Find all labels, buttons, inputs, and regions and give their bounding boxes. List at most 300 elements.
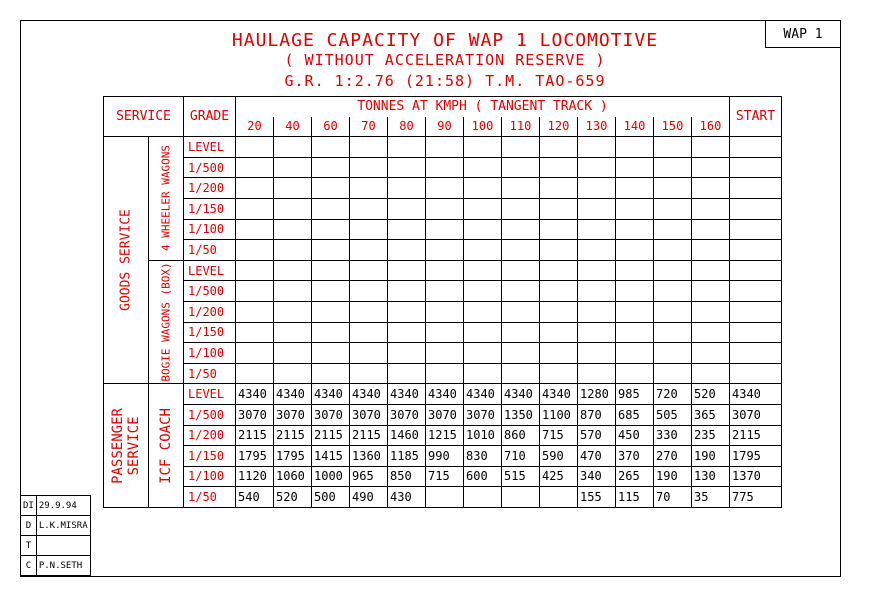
empty-cell (578, 322, 616, 343)
empty-cell (654, 198, 692, 219)
empty-cell (312, 178, 350, 199)
empty-cell (578, 240, 616, 261)
empty-cell (426, 178, 464, 199)
grade-cell: 1/100 (184, 466, 236, 487)
empty-cell (730, 178, 782, 199)
grade-cell: 1/50 (184, 240, 236, 261)
value-cell: 870 (578, 404, 616, 425)
empty-cell (616, 343, 654, 364)
grade-cell: 1/500 (184, 281, 236, 302)
empty-cell (464, 157, 502, 178)
empty-cell (464, 301, 502, 322)
empty-cell (388, 240, 426, 261)
signature-value: 29.9.94 (36, 496, 90, 516)
grade-cell: 1/200 (184, 425, 236, 446)
empty-cell (578, 301, 616, 322)
value-cell: 505 (654, 404, 692, 425)
empty-cell (502, 240, 540, 261)
empty-cell (236, 219, 274, 240)
value-cell: 1415 (312, 446, 350, 467)
empty-cell (464, 219, 502, 240)
empty-cell (274, 178, 312, 199)
start-cell: 2115 (730, 425, 782, 446)
empty-cell (654, 322, 692, 343)
value-cell: 3070 (236, 404, 274, 425)
signature-row (21, 496, 91, 516)
table-row (104, 281, 782, 302)
table-row (104, 198, 782, 219)
empty-cell (274, 260, 312, 281)
value-cell: 3070 (464, 404, 502, 425)
empty-cell (388, 178, 426, 199)
value-cell: 190 (692, 446, 730, 467)
service-header: SERVICE (104, 97, 184, 137)
speed-header: 110 (502, 117, 540, 137)
empty-cell (616, 178, 654, 199)
grade-cell: LEVEL (184, 137, 236, 158)
value-cell: 570 (578, 425, 616, 446)
empty-cell (388, 260, 426, 281)
empty-cell (692, 178, 730, 199)
empty-cell (236, 198, 274, 219)
empty-cell (350, 137, 388, 158)
empty-cell (464, 260, 502, 281)
empty-cell (540, 322, 578, 343)
table-row (104, 363, 782, 384)
value-cell (502, 487, 540, 508)
empty-cell (502, 219, 540, 240)
value-cell: 4340 (426, 384, 464, 405)
empty-cell (312, 240, 350, 261)
empty-cell (540, 198, 578, 219)
speed-header: 20 (236, 117, 274, 137)
value-cell: 1000 (312, 466, 350, 487)
grade-cell: 1/100 (184, 343, 236, 364)
drawing-tag: WAP 1 (765, 20, 841, 48)
empty-cell (388, 322, 426, 343)
grade-header: GRADE (184, 97, 236, 137)
value-cell (464, 487, 502, 508)
speed-header: 140 (616, 117, 654, 137)
empty-cell (578, 219, 616, 240)
empty-cell (730, 281, 782, 302)
empty-cell (616, 281, 654, 302)
signature-key: C (21, 556, 37, 576)
value-cell: 1460 (388, 425, 426, 446)
value-cell: 4340 (464, 384, 502, 405)
empty-cell (274, 157, 312, 178)
table-row (104, 487, 782, 508)
passenger-service-group-label (110, 408, 142, 484)
grade-cell: 1/200 (184, 178, 236, 199)
empty-cell (730, 343, 782, 364)
empty-cell (236, 137, 274, 158)
grade-cell: 1/50 (184, 363, 236, 384)
empty-cell (502, 281, 540, 302)
empty-cell (578, 178, 616, 199)
empty-cell (426, 198, 464, 219)
empty-cell (426, 157, 464, 178)
value-cell: 720 (654, 384, 692, 405)
bogie-subgroup-label: BOGIE WAGONS (BOX) (159, 262, 173, 382)
empty-cell (654, 137, 692, 158)
empty-cell (540, 363, 578, 384)
empty-cell (540, 301, 578, 322)
value-cell: 155 (578, 487, 616, 508)
table-row (104, 219, 782, 240)
table-row (104, 466, 782, 487)
empty-cell (312, 219, 350, 240)
empty-cell (350, 343, 388, 364)
empty-cell (464, 322, 502, 343)
value-cell: 4340 (312, 384, 350, 405)
grade-cell: LEVEL (184, 384, 236, 405)
empty-cell (578, 198, 616, 219)
speed-header: 80 (388, 117, 426, 137)
grade-cell: 1/50 (184, 487, 236, 508)
icf-coach-subgroup-label: ICF COACH (158, 407, 174, 484)
empty-cell (502, 343, 540, 364)
empty-cell (578, 281, 616, 302)
empty-cell (312, 343, 350, 364)
signature-row (21, 536, 91, 556)
empty-cell (578, 260, 616, 281)
empty-cell (312, 281, 350, 302)
value-cell: 450 (616, 425, 654, 446)
value-cell: 985 (616, 384, 654, 405)
value-cell: 4340 (236, 384, 274, 405)
four-wheeler-subgroup (149, 137, 184, 261)
empty-cell (464, 178, 502, 199)
signature-key: T (21, 536, 37, 556)
empty-cell (426, 281, 464, 302)
empty-cell (654, 157, 692, 178)
empty-cell (692, 343, 730, 364)
empty-cell (502, 363, 540, 384)
empty-cell (236, 281, 274, 302)
empty-cell (730, 260, 782, 281)
value-cell: 130 (692, 466, 730, 487)
start-cell: 3070 (730, 404, 782, 425)
empty-cell (464, 281, 502, 302)
table-row (104, 260, 782, 281)
empty-cell (426, 301, 464, 322)
value-cell: 520 (274, 487, 312, 508)
empty-cell (616, 157, 654, 178)
empty-cell (654, 343, 692, 364)
empty-cell (654, 178, 692, 199)
empty-cell (616, 137, 654, 158)
value-cell: 190 (654, 466, 692, 487)
value-cell: 1100 (540, 404, 578, 425)
table-row (104, 425, 782, 446)
value-cell: 2115 (312, 425, 350, 446)
value-cell: 4340 (350, 384, 388, 405)
table-row (104, 157, 782, 178)
signature-row (21, 556, 91, 576)
value-cell: 4340 (274, 384, 312, 405)
signature-row (21, 516, 91, 536)
value-cell: 365 (692, 404, 730, 425)
empty-cell (692, 219, 730, 240)
empty-cell (350, 281, 388, 302)
empty-cell (616, 198, 654, 219)
speed-header: 100 (464, 117, 502, 137)
value-cell: 1215 (426, 425, 464, 446)
value-cell: 340 (578, 466, 616, 487)
empty-cell (730, 363, 782, 384)
value-cell: 990 (426, 446, 464, 467)
empty-cell (616, 219, 654, 240)
empty-cell (426, 343, 464, 364)
start-cell: 1370 (730, 466, 782, 487)
goods-service-group (104, 137, 149, 384)
value-cell: 330 (654, 425, 692, 446)
value-cell: 520 (692, 384, 730, 405)
speed-header: 160 (692, 117, 730, 137)
empty-cell (350, 322, 388, 343)
empty-cell (578, 157, 616, 178)
empty-cell (730, 301, 782, 322)
empty-cell (274, 363, 312, 384)
start-header: START (730, 97, 782, 137)
table-row (104, 384, 782, 405)
empty-cell (274, 343, 312, 364)
empty-cell (540, 281, 578, 302)
grade-cell: 1/150 (184, 446, 236, 467)
empty-cell (654, 281, 692, 302)
value-cell: 850 (388, 466, 426, 487)
bogie-subgroup (149, 260, 184, 384)
value-cell: 1010 (464, 425, 502, 446)
title-line-2: ( WITHOUT ACCELERATION RESERVE ) (284, 51, 606, 69)
value-cell: 265 (616, 466, 654, 487)
empty-cell (578, 343, 616, 364)
empty-cell (578, 363, 616, 384)
empty-cell (236, 178, 274, 199)
value-cell: 1120 (236, 466, 274, 487)
signature-key: DI (21, 496, 37, 516)
empty-cell (730, 240, 782, 261)
empty-cell (540, 178, 578, 199)
value-cell: 2115 (350, 425, 388, 446)
speed-header: 60 (312, 117, 350, 137)
empty-cell (274, 240, 312, 261)
value-cell: 715 (426, 466, 464, 487)
empty-cell (730, 137, 782, 158)
empty-cell (312, 322, 350, 343)
empty-cell (388, 281, 426, 302)
empty-cell (350, 178, 388, 199)
empty-cell (692, 240, 730, 261)
empty-cell (236, 260, 274, 281)
empty-cell (426, 240, 464, 261)
value-cell: 1360 (350, 446, 388, 467)
grade-cell: 1/150 (184, 198, 236, 219)
empty-cell (692, 260, 730, 281)
empty-cell (236, 240, 274, 261)
empty-cell (464, 343, 502, 364)
empty-cell (692, 281, 730, 302)
empty-cell (692, 137, 730, 158)
empty-cell (312, 301, 350, 322)
table-row (104, 343, 782, 364)
empty-cell (654, 363, 692, 384)
empty-cell (388, 363, 426, 384)
goods-service-group-label: GOODS SERVICE (118, 209, 134, 312)
empty-cell (426, 260, 464, 281)
empty-cell (730, 198, 782, 219)
empty-cell (730, 157, 782, 178)
empty-cell (388, 198, 426, 219)
value-cell: 3070 (426, 404, 464, 425)
start-cell: 775 (730, 487, 782, 508)
empty-cell (616, 260, 654, 281)
value-cell: 965 (350, 466, 388, 487)
empty-cell (730, 322, 782, 343)
empty-cell (464, 198, 502, 219)
empty-cell (426, 363, 464, 384)
empty-cell (236, 322, 274, 343)
table-row (104, 178, 782, 199)
empty-cell (312, 157, 350, 178)
signature-key: D (21, 516, 37, 536)
value-cell: 4340 (388, 384, 426, 405)
empty-cell (502, 157, 540, 178)
value-cell: 1280 (578, 384, 616, 405)
empty-cell (692, 301, 730, 322)
passenger-service-group (104, 384, 149, 508)
empty-cell (692, 157, 730, 178)
empty-cell (236, 363, 274, 384)
signature-value: P.N.SETH (36, 556, 90, 576)
empty-cell (540, 157, 578, 178)
value-cell: 590 (540, 446, 578, 467)
value-cell: 470 (578, 446, 616, 467)
empty-cell (502, 137, 540, 158)
empty-cell (540, 219, 578, 240)
value-cell: 1060 (274, 466, 312, 487)
haulage-table (103, 96, 782, 508)
value-cell: 235 (692, 425, 730, 446)
value-cell: 2115 (274, 425, 312, 446)
empty-cell (350, 198, 388, 219)
four-wheeler-subgroup-label: 4 WHEELER WAGONS (159, 145, 173, 252)
table-row (104, 404, 782, 425)
empty-cell (350, 301, 388, 322)
speed-header: 120 (540, 117, 578, 137)
empty-cell (274, 281, 312, 302)
empty-cell (426, 322, 464, 343)
empty-cell (236, 301, 274, 322)
empty-cell (654, 219, 692, 240)
value-cell: 710 (502, 446, 540, 467)
empty-cell (692, 322, 730, 343)
empty-cell (730, 219, 782, 240)
table-row (104, 446, 782, 467)
value-cell: 500 (312, 487, 350, 508)
grade-cell: 1/500 (184, 157, 236, 178)
empty-cell (274, 301, 312, 322)
empty-cell (388, 219, 426, 240)
icf-coach-subgroup (149, 384, 184, 508)
signature-value (36, 536, 90, 556)
empty-cell (312, 363, 350, 384)
table-row (104, 322, 782, 343)
value-cell: 3070 (388, 404, 426, 425)
empty-cell (654, 260, 692, 281)
empty-cell (388, 301, 426, 322)
title-line-3: G.R. 1:2.76 (21:58) T.M. TAO-659 (284, 72, 606, 90)
empty-cell (464, 240, 502, 261)
empty-cell (236, 157, 274, 178)
value-cell: 1795 (236, 446, 274, 467)
start-cell: 1795 (730, 446, 782, 467)
empty-cell (540, 260, 578, 281)
empty-cell (274, 219, 312, 240)
value-cell: 515 (502, 466, 540, 487)
empty-cell (540, 343, 578, 364)
value-cell: 860 (502, 425, 540, 446)
signature-block (20, 495, 91, 576)
value-cell: 490 (350, 487, 388, 508)
speed-header: 70 (350, 117, 388, 137)
empty-cell (616, 240, 654, 261)
empty-cell (502, 178, 540, 199)
value-cell: 70 (654, 487, 692, 508)
value-cell: 35 (692, 487, 730, 508)
empty-cell (578, 137, 616, 158)
value-cell: 430 (388, 487, 426, 508)
value-cell: 600 (464, 466, 502, 487)
empty-cell (654, 240, 692, 261)
empty-cell (388, 137, 426, 158)
passenger-service-group-line-2: SERVICE (126, 416, 142, 476)
grade-cell: 1/150 (184, 322, 236, 343)
speed-header: 40 (274, 117, 312, 137)
value-cell: 830 (464, 446, 502, 467)
empty-cell (692, 363, 730, 384)
value-cell: 540 (236, 487, 274, 508)
empty-cell (350, 157, 388, 178)
value-cell: 115 (616, 487, 654, 508)
empty-cell (388, 157, 426, 178)
empty-cell (312, 198, 350, 219)
value-cell: 1795 (274, 446, 312, 467)
value-cell: 1350 (502, 404, 540, 425)
value-cell: 685 (616, 404, 654, 425)
value-cell (426, 487, 464, 508)
empty-cell (312, 137, 350, 158)
value-cell: 2115 (236, 425, 274, 446)
empty-cell (540, 137, 578, 158)
empty-cell (236, 343, 274, 364)
value-cell: 715 (540, 425, 578, 446)
empty-cell (464, 137, 502, 158)
empty-cell (350, 240, 388, 261)
value-cell (540, 487, 578, 508)
speed-header: 90 (426, 117, 464, 137)
empty-cell (350, 219, 388, 240)
empty-cell (350, 363, 388, 384)
passenger-service-group-line-1: PASSENGER (110, 407, 126, 484)
table-row (104, 240, 782, 261)
value-cell: 4340 (502, 384, 540, 405)
empty-cell (502, 198, 540, 219)
start-cell: 4340 (730, 384, 782, 405)
empty-cell (502, 301, 540, 322)
tonnes-header: TONNES AT KMPH ( TANGENT TRACK ) (236, 97, 730, 117)
